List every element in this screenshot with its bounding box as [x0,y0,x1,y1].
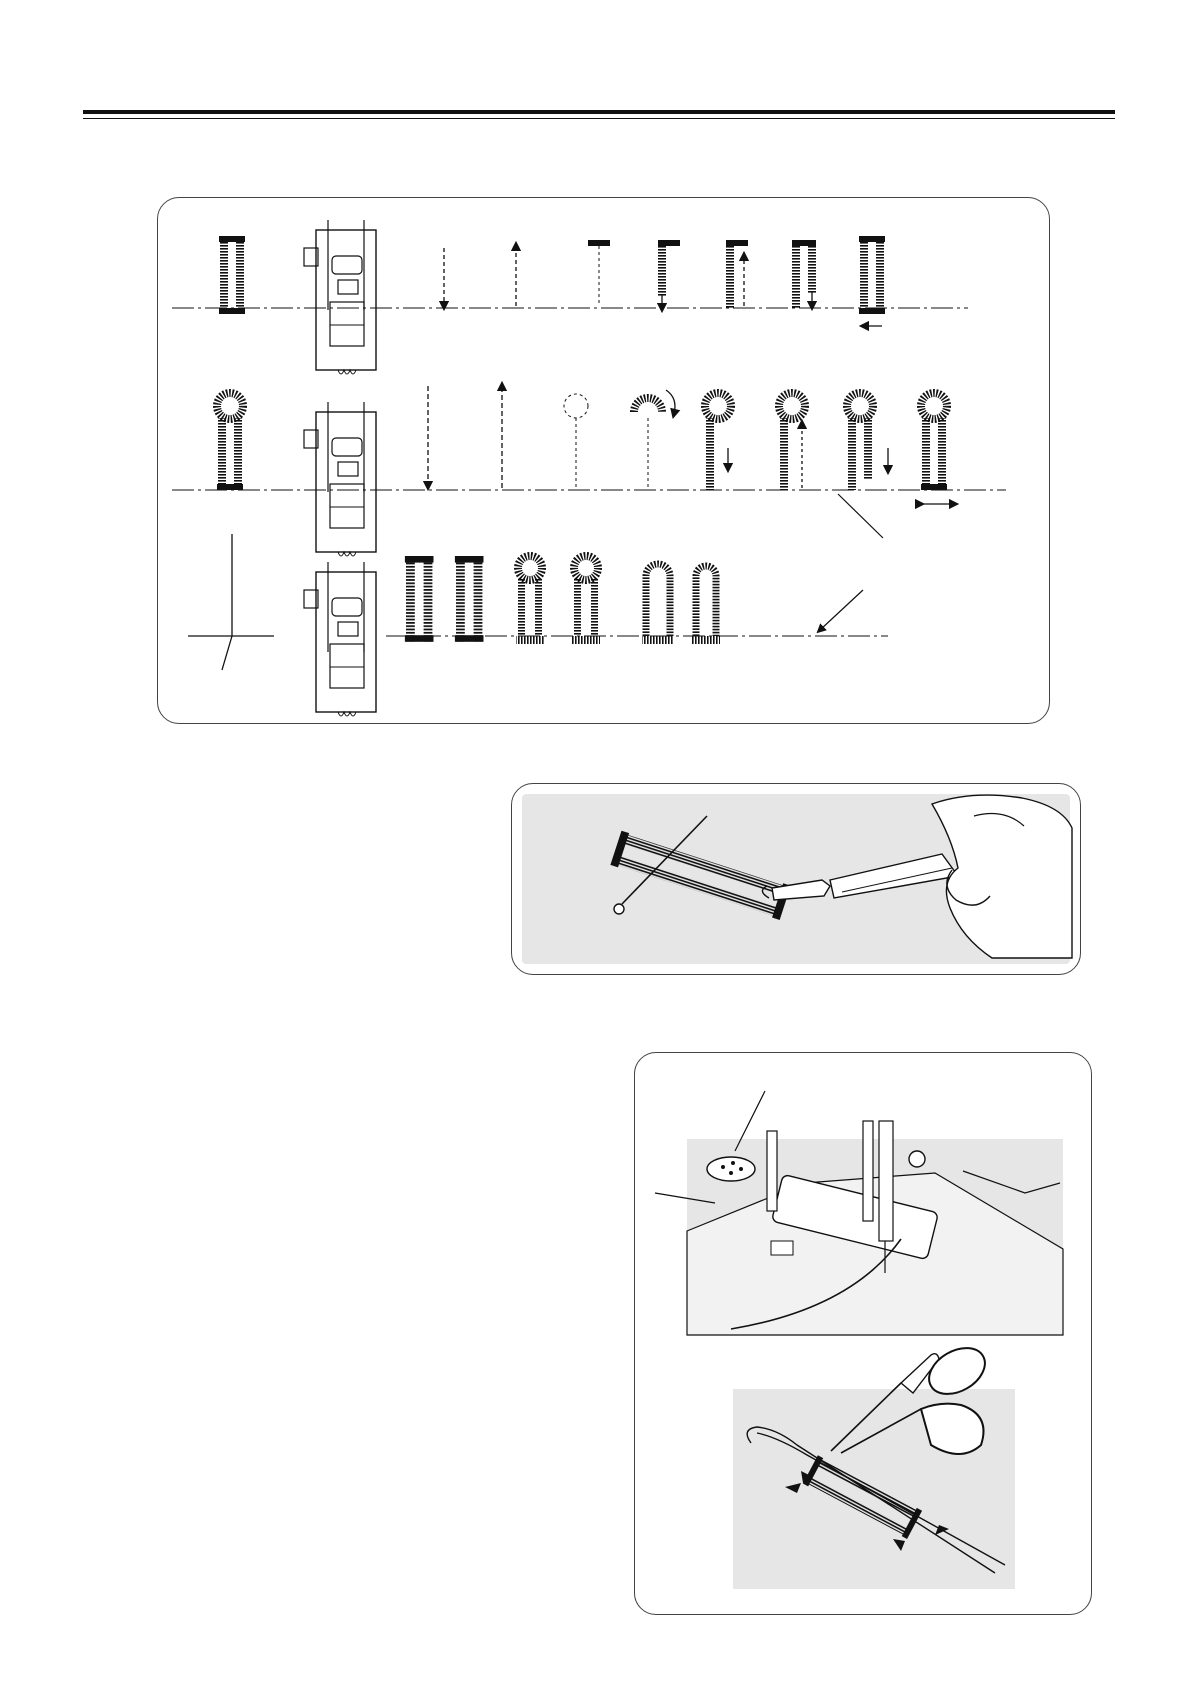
variation-rounded-2 [692,566,720,644]
variation-keyhole-fringe-1 [516,556,544,644]
variation-square-1 [405,556,434,642]
corded-buttonhole-figure [634,1052,1092,1615]
header-rule-thick [83,110,1115,114]
buttonhole-sequence-drawing [158,198,1051,725]
header-rule-thin [83,118,1115,119]
buttonhole-foot-icon [304,220,376,374]
pointer-arrow [820,590,863,630]
variation-square-2 [455,556,484,642]
square-buttonhole-sample [219,236,245,314]
opening-buttonhole-drawing [512,784,1082,976]
variation-keyhole-fringe-2 [572,556,600,644]
variation-rounded-1 [642,564,674,644]
corded-buttonhole-drawing [635,1053,1093,1616]
keyhole-buttonhole-sample [217,393,243,490]
opening-buttonhole-figure [511,783,1081,975]
step-bartack [588,240,610,246]
buttonhole-sequence-figure [157,197,1050,724]
axis-depth [222,636,232,670]
pointer-line [838,494,883,538]
